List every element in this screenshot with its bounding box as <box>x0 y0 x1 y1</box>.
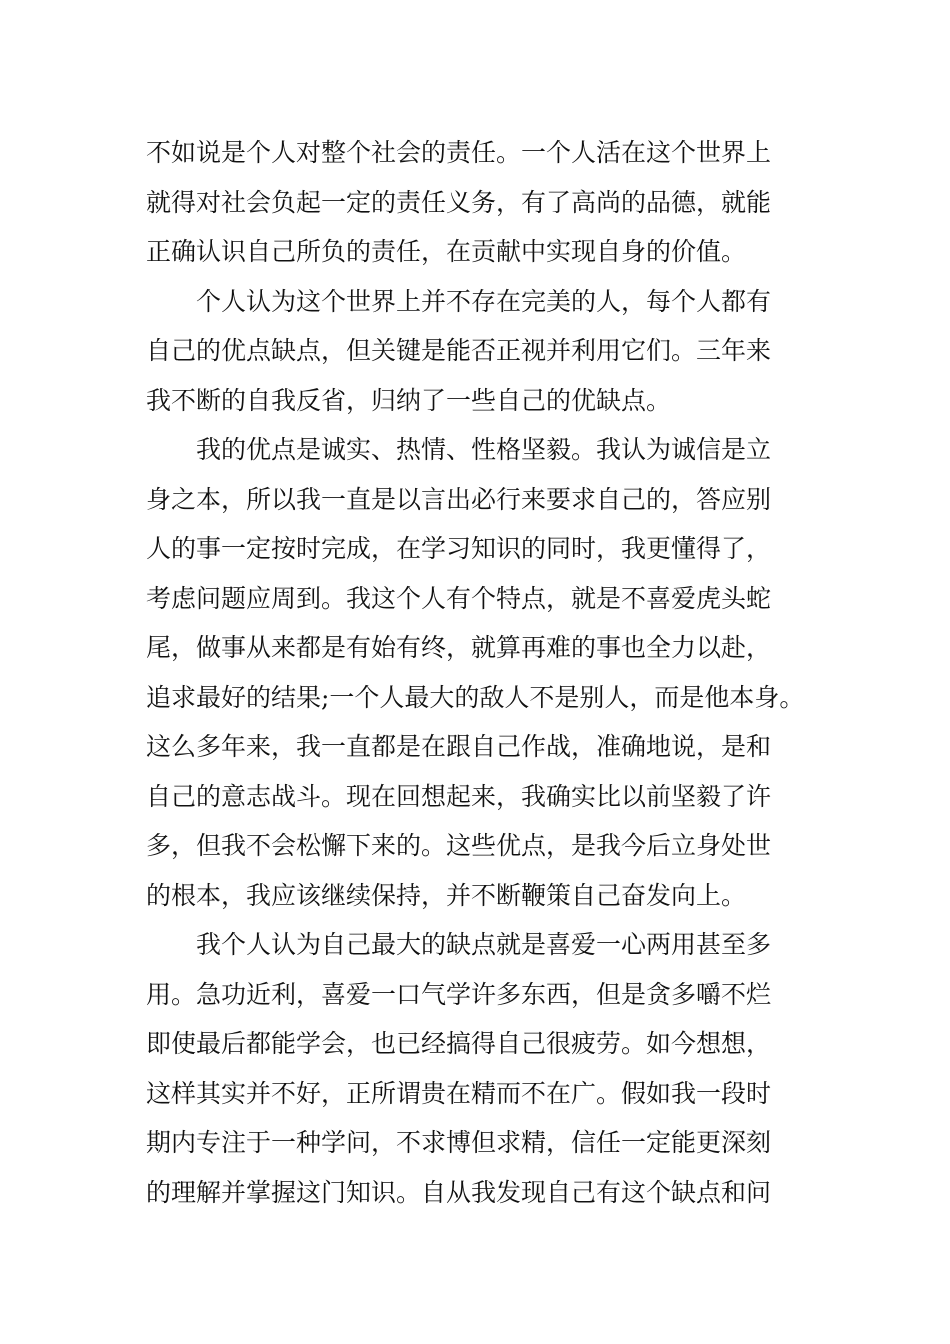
text-line: 的根本，我应该继续保持，并不断鞭策自己奋发向上。 <box>146 880 747 910</box>
body-text <box>146 128 846 1217</box>
paragraph-first-line: 我个人认为自己最大的缺点就是喜爱一心两用甚至多 <box>196 930 772 959</box>
text-line: 正确认识自己所负的责任，在贡献中实现自身的价值。 <box>146 237 747 266</box>
text-line: 不如说是个人对整个社会的责任。一个人活在这个世界上 <box>146 138 772 167</box>
text-line: 用。急功近利，喜爱一口气学许多东西，但是贪多嚼不烂 <box>146 979 772 1009</box>
text-line: 人的事一定按时完成，在学习知识的同时，我更懂得了， <box>146 534 772 563</box>
text-line: 多，但我不会松懈下来的。这些优点，是我今后立身处世 <box>146 831 772 860</box>
text-line: 的理解并掌握这门知识。自从我发现自己有这个缺点和问 <box>146 1177 772 1207</box>
text-line: 这样其实并不好，正所谓贵在精而不在广。假如我一段时 <box>146 1078 772 1108</box>
text-line: 即使最后都能学会，也已经搞得自己很疲劳。如今想想， <box>146 1029 772 1058</box>
text-line: 考虑问题应周到。我这个人有个特点，就是不喜爱虎头蛇 <box>146 583 772 613</box>
text-line: 尾，做事从来都是有始有终，就算再难的事也全力以赴， <box>146 633 772 662</box>
text-line: 我不断的自我反省，归纳了一些自己的优缺点。 <box>146 385 672 415</box>
text-line: 身之本，所以我一直是以言出必行来要求自己的，答应别 <box>146 484 772 514</box>
text-line: 期内专注于一种学问，不求博但求精，信任一定能更深刻 <box>146 1128 772 1157</box>
paragraph-first-line: 我的优点是诚实、热情、性格坚毅。我认为诚信是立 <box>196 435 772 464</box>
text-line: 自己的意志战斗。现在回想起来，我确实比以前坚毅了许 <box>146 781 772 811</box>
text-line: 追求最好的结果;一个人最大的敌人不是别人，而是他本身。 <box>146 682 805 712</box>
text-line: 自己的优点缺点，但关键是能否正视并利用它们。三年来 <box>146 336 772 365</box>
text-line: 就得对社会负起一定的责任义务，有了高尚的品德，就能 <box>146 187 772 217</box>
paragraph-first-line: 个人认为这个世界上并不存在完美的人，每个人都有 <box>196 286 772 316</box>
text-line: 这么多年来，我一直都是在跟自己作战，准确地说，是和 <box>146 732 772 761</box>
